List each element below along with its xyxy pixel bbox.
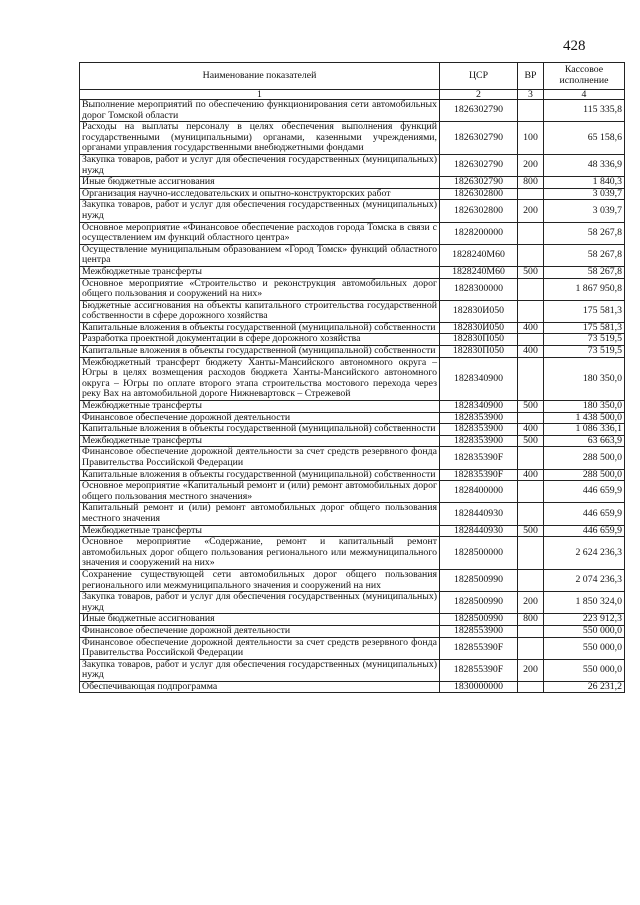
row-csr: 1828400000: [440, 481, 518, 503]
column-number: 4: [544, 90, 625, 100]
column-number: 3: [518, 90, 544, 100]
row-sum: 26 231,2: [544, 681, 625, 693]
row-name: Разработка проектной документации в сфере дорожного хозяйства: [80, 334, 440, 346]
row-csr: 182830И050: [440, 300, 518, 322]
table-row: [80, 424, 625, 436]
column-number-row: [80, 90, 625, 100]
row-csr: 1828340900: [440, 357, 518, 400]
table-row: [80, 266, 625, 278]
table-row: [80, 300, 625, 322]
row-csr: 1828500990: [440, 592, 518, 614]
table-row: [80, 222, 625, 244]
row-sum: 1 086 336,1: [544, 424, 625, 436]
table-row: [80, 278, 625, 300]
row-sum: 3 039,7: [544, 200, 625, 222]
row-csr: 182855390F: [440, 659, 518, 681]
row-sum: 550 000,0: [544, 659, 625, 681]
row-vr: 200: [518, 659, 544, 681]
table-row: [80, 637, 625, 659]
row-name: Межбюджетные трансферты: [80, 435, 440, 447]
row-csr: 1828500990: [440, 614, 518, 626]
row-vr: [518, 481, 544, 503]
table-row: [80, 322, 625, 334]
row-vr: [518, 447, 544, 469]
row-vr: 200: [518, 200, 544, 222]
page-number: 428: [563, 38, 586, 54]
row-vr: [518, 625, 544, 637]
column-number: 2: [440, 90, 518, 100]
row-name: Основное мероприятие «Содержание, ремонт и капитальный ремонт автомобильных дорог общего пользования регионального или межмуниципального значения и сооружений на них»: [80, 537, 440, 570]
row-csr: 1828300000: [440, 278, 518, 300]
row-sum: 58 267,8: [544, 222, 625, 244]
row-csr: 1826302800: [440, 200, 518, 222]
row-sum: 2 074 236,3: [544, 569, 625, 591]
table-row: [80, 659, 625, 681]
table-row: [80, 503, 625, 525]
row-name: Капитальные вложения в объекты государственной (муниципальной) собственности: [80, 346, 440, 358]
row-name: Основное мероприятие «Финансовое обеспечение расходов города Томска в связи с осуществлением им функций областного центра»: [80, 222, 440, 244]
row-vr: [518, 412, 544, 424]
row-csr: 1826302790: [440, 100, 518, 122]
row-sum: 175 581,3: [544, 322, 625, 334]
row-sum: 175 581,3: [544, 300, 625, 322]
row-name: Закупка товаров, работ и услуг для обеспечения государственных (муниципальных) нужд: [80, 154, 440, 176]
row-sum: 446 659,9: [544, 503, 625, 525]
row-name: Межбюджетные трансферты: [80, 525, 440, 537]
row-name: Закупка товаров, работ и услуг для обеспечения государственных (муниципальных) нужд: [80, 200, 440, 222]
row-name: Финансовое обеспечение дорожной деятельности за счет средств резервного фонда Правительства Российской Федерации: [80, 447, 440, 469]
row-csr: 1826302790: [440, 122, 518, 155]
row-name: Капитальные вложения в объекты государственной (муниципальной) собственности: [80, 424, 440, 436]
row-csr: 1828440930: [440, 503, 518, 525]
row-csr: 182835390F: [440, 469, 518, 481]
row-sum: 58 267,8: [544, 244, 625, 266]
row-name: Сохранение существующей сети автомобильных дорог общего пользования регионального или межмуниципального значения и сооружений на них: [80, 569, 440, 591]
table-row: [80, 100, 625, 122]
row-name: Основное мероприятие «Капитальный ремонт и (или) ремонт автомобильных дорог общего пользования местного значения»: [80, 481, 440, 503]
row-name: Межбюджетный трансферт бюджету Ханты-Мансийского автономного округа – Югры в целях возмещения расходов бюджета Ханты-Мансийского автономного округа – Югры по оплате второго этапа строительства мостового перехода через реку Вах на автомобильной дороге Нижневартовск – Стрежевой: [80, 357, 440, 400]
row-name: Бюджетные ассигнования на объекты капитального строительства государственной собственности в сфере дорожного хозяйства: [80, 300, 440, 322]
row-name: Капитальный ремонт и (или) ремонт автомобильных дорог общего пользования местного значения: [80, 503, 440, 525]
row-csr: 1828500990: [440, 569, 518, 591]
row-sum: 115 335,8: [544, 100, 625, 122]
table-row: [80, 614, 625, 626]
table-row: [80, 537, 625, 570]
row-vr: 500: [518, 525, 544, 537]
table-row: [80, 569, 625, 591]
row-csr: 1828200000: [440, 222, 518, 244]
row-vr: [518, 569, 544, 591]
row-vr: 400: [518, 346, 544, 358]
row-csr: 1828240М60: [440, 244, 518, 266]
row-name: Финансовое обеспечение дорожной деятельности за счет средств резервного фонда Правительства Российской Федерации: [80, 637, 440, 659]
row-vr: 100: [518, 122, 544, 155]
row-sum: 180 350,0: [544, 357, 625, 400]
row-sum: 3 039,7: [544, 188, 625, 200]
row-name: Закупка товаров, работ и услуг для обеспечения государственных (муниципальных) нужд: [80, 659, 440, 681]
table-row: [80, 154, 625, 176]
row-vr: [518, 357, 544, 400]
row-sum: 446 659,9: [544, 481, 625, 503]
row-vr: [518, 244, 544, 266]
table-row: [80, 401, 625, 413]
row-name: Организация научно-исследовательских и опытно-конструкторских работ: [80, 188, 440, 200]
row-vr: 500: [518, 435, 544, 447]
row-vr: 400: [518, 469, 544, 481]
table-row: [80, 244, 625, 266]
row-vr: 400: [518, 322, 544, 334]
row-name: Финансовое обеспечение дорожной деятельности: [80, 412, 440, 424]
row-csr: 182830П050: [440, 334, 518, 346]
table-row: [80, 177, 625, 189]
row-csr: 1826302790: [440, 154, 518, 176]
row-name: Иные бюджетные ассигнования: [80, 177, 440, 189]
row-vr: [518, 637, 544, 659]
row-name: Обеспечивающая подпрограмма: [80, 681, 440, 693]
row-sum: 58 267,8: [544, 266, 625, 278]
row-sum: 180 350,0: [544, 401, 625, 413]
row-name: Выполнение мероприятий по обеспечению функционирования сети автомобильных дорог Томской области: [80, 100, 440, 122]
header-row: [80, 63, 625, 90]
header-name: Наименование показателей: [80, 63, 440, 90]
row-csr: 1828340900: [440, 401, 518, 413]
table-row: [80, 481, 625, 503]
row-csr: 1826302800: [440, 188, 518, 200]
budget-table: [79, 62, 625, 693]
row-sum: 1 867 950,8: [544, 278, 625, 300]
row-sum: 73 519,5: [544, 334, 625, 346]
row-name: Иные бюджетные ассигнования: [80, 614, 440, 626]
row-sum: 65 158,6: [544, 122, 625, 155]
table-body: [80, 100, 625, 693]
row-vr: 500: [518, 266, 544, 278]
row-csr: 1828353900: [440, 412, 518, 424]
row-name: Капитальные вложения в объекты государственной (муниципальной) собственности: [80, 469, 440, 481]
table-row: [80, 435, 625, 447]
table-row: [80, 525, 625, 537]
row-vr: [518, 503, 544, 525]
table-row: [80, 469, 625, 481]
row-sum: 1 850 324,0: [544, 592, 625, 614]
row-sum: 446 659,9: [544, 525, 625, 537]
table-row: [80, 188, 625, 200]
row-sum: 48 336,9: [544, 154, 625, 176]
column-number: 1: [80, 90, 440, 100]
row-vr: [518, 334, 544, 346]
row-csr: 1828440930: [440, 525, 518, 537]
row-sum: 1 438 500,0: [544, 412, 625, 424]
header-vr: ВР: [518, 63, 544, 90]
row-csr: 182830П050: [440, 346, 518, 358]
row-sum: 73 519,5: [544, 346, 625, 358]
header-sum: Кассовое исполнение: [544, 63, 625, 90]
row-name: Финансовое обеспечение дорожной деятельности: [80, 625, 440, 637]
row-vr: 800: [518, 177, 544, 189]
row-sum: 550 000,0: [544, 625, 625, 637]
table-row: [80, 334, 625, 346]
row-vr: 500: [518, 401, 544, 413]
row-name: Межбюджетные трансферты: [80, 266, 440, 278]
row-name: Основное мероприятие «Строительство и реконструкция автомобильных дорог общего пользования и сооружений на них»: [80, 278, 440, 300]
header-csr: ЦСР: [440, 63, 518, 90]
row-sum: 288 500,0: [544, 469, 625, 481]
table-row: [80, 200, 625, 222]
row-vr: [518, 681, 544, 693]
row-csr: 1828353900: [440, 424, 518, 436]
row-csr: 182835390F: [440, 447, 518, 469]
row-sum: 550 000,0: [544, 637, 625, 659]
row-vr: [518, 188, 544, 200]
table-row: [80, 412, 625, 424]
table-row: [80, 592, 625, 614]
table-row: [80, 346, 625, 358]
row-sum: 1 840,3: [544, 177, 625, 189]
row-csr: 182855390F: [440, 637, 518, 659]
row-csr: 1828553900: [440, 625, 518, 637]
row-vr: [518, 537, 544, 570]
row-vr: [518, 300, 544, 322]
table-row: [80, 625, 625, 637]
row-vr: [518, 222, 544, 244]
row-csr: 1830000000: [440, 681, 518, 693]
row-csr: 1828500000: [440, 537, 518, 570]
row-sum: 223 912,3: [544, 614, 625, 626]
row-sum: 288 500,0: [544, 447, 625, 469]
row-vr: 200: [518, 154, 544, 176]
row-vr: 400: [518, 424, 544, 436]
row-name: Расходы на выплаты персоналу в целях обеспечения выполнения функций государственными (муниципальными) органами, казенными учреждениями, органами управления государственными внебюджетными фондами: [80, 122, 440, 155]
row-sum: 2 624 236,3: [544, 537, 625, 570]
row-name: Капитальные вложения в объекты государственной (муниципальной) собственности: [80, 322, 440, 334]
row-csr: 182830И050: [440, 322, 518, 334]
table-row: [80, 447, 625, 469]
row-vr: 200: [518, 592, 544, 614]
table-row: [80, 122, 625, 155]
row-csr: 1828353900: [440, 435, 518, 447]
row-csr: 1828240М60: [440, 266, 518, 278]
row-vr: [518, 100, 544, 122]
row-name: Осуществление муниципальным образованием «Город Томск» функций областного центра: [80, 244, 440, 266]
row-name: Закупка товаров, работ и услуг для обеспечения государственных (муниципальных) нужд: [80, 592, 440, 614]
table-row: [80, 357, 625, 400]
row-name: Межбюджетные трансферты: [80, 401, 440, 413]
table-row: [80, 681, 625, 693]
row-vr: [518, 278, 544, 300]
row-vr: 800: [518, 614, 544, 626]
row-csr: 1826302790: [440, 177, 518, 189]
row-sum: 63 663,9: [544, 435, 625, 447]
